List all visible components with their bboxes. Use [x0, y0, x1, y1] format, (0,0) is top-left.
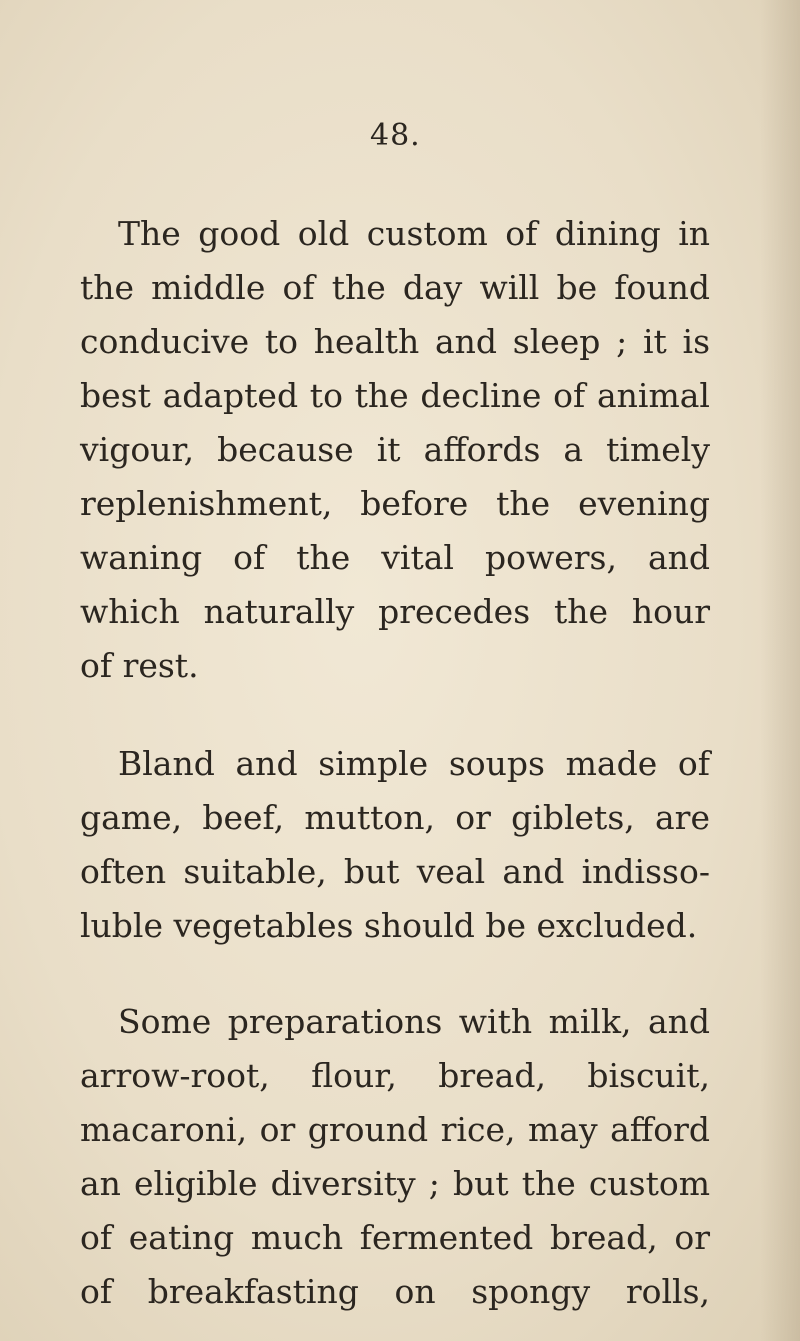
paragraph-2-line-4: luble vegetables should be excluded.: [80, 906, 698, 945]
paragraph-3-line-1: Some preparations with milk, and: [118, 1002, 710, 1041]
paragraph-1-line-7: waning of the vital powers, and: [80, 538, 710, 577]
paragraph-3-line-4: an eligible diversity ; but the custom: [80, 1164, 710, 1203]
paragraph-2-line-2: game, beef, mutton, or giblets, are: [80, 798, 710, 837]
paragraph-1-line-4: best adapted to the decline of animal: [80, 376, 710, 415]
paragraph-3-line-2: arrow-root, flour, bread, biscuit,: [80, 1056, 710, 1095]
paragraph-2-line-1: Bland and simple soups made of: [118, 744, 710, 783]
paragraph-3-line-3: macaroni, or ground rice, may afford: [80, 1110, 710, 1149]
paragraph-1-line-3: conducive to health and sleep ; it is: [80, 322, 710, 361]
page-edge-shadow: [760, 0, 800, 1341]
page-number: 48.: [370, 118, 421, 153]
paragraph-1-line-6: replenishment, before the evening: [80, 484, 710, 523]
paragraph-1-line-9: of rest.: [80, 646, 199, 685]
paragraph-1-line-8: which naturally precedes the hour: [80, 592, 710, 631]
paragraph-3-line-5: of eating much fermented bread, or: [80, 1218, 710, 1257]
paragraph-1-line-2: the middle of the day will be found: [80, 268, 710, 307]
paragraph-3-line-6: of breakfasting on spongy rolls,: [80, 1272, 710, 1311]
paragraph-2-line-3: often suitable, but veal and indisso-: [80, 852, 710, 891]
paragraph-1-line-5: vigour, because it affords a timely: [80, 430, 710, 469]
paragraph-1-line-1: The good old custom of dining in: [118, 214, 710, 253]
